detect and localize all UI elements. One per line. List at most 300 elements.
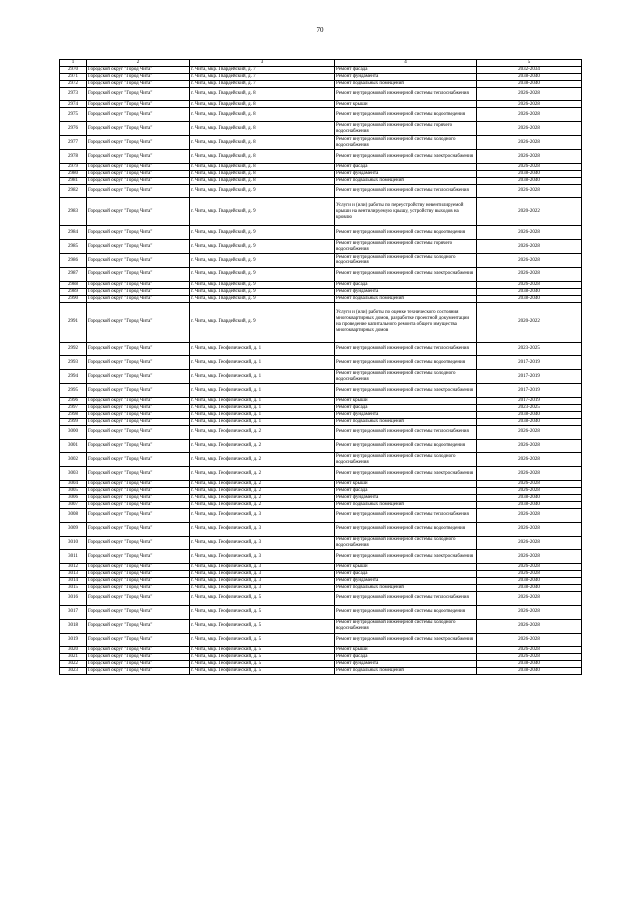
- work-type-cell: Ремонт подвальных помещений: [335, 418, 477, 425]
- work-type-cell: Ремонт внутридомовой инженерной системы водоотведения: [335, 439, 477, 453]
- municipality-cell: Городской округ "Город Чита": [87, 494, 190, 501]
- row-number-cell: 2983: [60, 198, 87, 226]
- municipality-cell: Городской округ "Город Чита": [87, 342, 190, 356]
- work-type-cell: Ремонт фасада: [335, 404, 477, 411]
- row-number-cell: 3023: [60, 668, 87, 675]
- address-cell: г. Чита, мкр. Гвардейский, д. 9: [190, 267, 335, 281]
- table-row: [60, 501, 582, 508]
- municipality-cell: Городской округ "Город Чита": [87, 668, 190, 675]
- municipality-cell: Городской округ "Город Чита": [87, 136, 190, 150]
- municipality-cell: Городской округ "Город Чита": [87, 108, 190, 122]
- row-number-cell: 2970: [60, 66, 87, 73]
- row-number-cell: 3021: [60, 654, 87, 661]
- municipality-cell: Городской округ "Город Чита": [87, 522, 190, 536]
- work-type-cell: Ремонт фундамента: [335, 494, 477, 501]
- row-number-cell: 3010: [60, 536, 87, 550]
- address-cell: г. Чита, мкр. Геофизический, д. 2: [190, 501, 335, 508]
- table-row: [60, 254, 582, 268]
- municipality-cell: Городской округ "Город Чита": [87, 163, 190, 170]
- address-cell: г. Чита, мкр. Геофизический, д. 5: [190, 605, 335, 619]
- period-cell: 2038-2040: [477, 578, 582, 585]
- municipality-cell: Городской округ "Город Чита": [87, 240, 190, 254]
- address-cell: г. Чита, мкр. Гвардейский, д. 9: [190, 302, 335, 342]
- work-type-cell: Ремонт внутридомовой инженерной системы холодного водоснабжения: [335, 136, 477, 150]
- work-type-cell: Ремонт внутридомовой инженерной системы горячего водоснабжения: [335, 240, 477, 254]
- table-row: [60, 661, 582, 668]
- period-cell: 2017-2019: [477, 370, 582, 384]
- row-number-cell: 3012: [60, 564, 87, 571]
- address-cell: г. Чита, мкр. Геофизический, д. 1: [190, 411, 335, 418]
- municipality-cell: Городской округ "Город Чита": [87, 578, 190, 585]
- row-number-cell: 3008: [60, 508, 87, 522]
- table-row: [60, 536, 582, 550]
- table-row: [60, 384, 582, 398]
- work-type-cell: Ремонт внутридомовой инженерной системы холодного водоснабжения: [335, 254, 477, 268]
- municipality-cell: Городской округ "Город Чита": [87, 281, 190, 288]
- row-number-cell: 2989: [60, 288, 87, 295]
- header-cell: 3: [190, 60, 335, 67]
- work-type-cell: Ремонт внутридомовой инженерной системы холодного водоснабжения: [335, 536, 477, 550]
- row-number-cell: 2985: [60, 240, 87, 254]
- municipality-cell: Городской округ "Город Чита": [87, 481, 190, 488]
- address-cell: г. Чита, мкр. Геофизический, д. 5: [190, 591, 335, 605]
- municipality-cell: Городской округ "Город Чита": [87, 150, 190, 164]
- table-row: [60, 467, 582, 481]
- municipality-cell: Городской округ "Город Чита": [87, 571, 190, 578]
- address-cell: г. Чита, мкр. Геофизический, д. 3: [190, 536, 335, 550]
- address-cell: г. Чита, мкр. Геофизический, д. 1: [190, 418, 335, 425]
- period-cell: 2038-2040: [477, 177, 582, 184]
- period-cell: 2026-2028: [477, 226, 582, 240]
- address-cell: г. Чита, мкр. Гвардейский, д. 8: [190, 101, 335, 108]
- work-type-cell: Ремонт внутридомовой инженерной системы теплоснабжения: [335, 342, 477, 356]
- row-number-cell: 2974: [60, 101, 87, 108]
- period-cell: 2038-2040: [477, 170, 582, 177]
- row-number-cell: 3022: [60, 661, 87, 668]
- period-cell: 2038-2040: [477, 661, 582, 668]
- municipality-cell: Городской округ "Город Чита": [87, 288, 190, 295]
- table-row: [60, 184, 582, 198]
- period-cell: 2038-2040: [477, 411, 582, 418]
- header-cell: 5: [477, 60, 582, 67]
- address-cell: г. Чита, мкр. Геофизический, д. 5: [190, 661, 335, 668]
- work-type-cell: Ремонт внутридомовой инженерной системы водоотведения: [335, 108, 477, 122]
- work-type-cell: Ремонт внутридомовой инженерной системы теплоснабжения: [335, 425, 477, 439]
- row-number-cell: 3004: [60, 481, 87, 488]
- municipality-cell: Городской округ "Город Чита": [87, 267, 190, 281]
- period-cell: 2038-2040: [477, 668, 582, 675]
- work-type-cell: Ремонт фундамента: [335, 170, 477, 177]
- address-cell: г. Чита, мкр. Геофизический, д. 3: [190, 522, 335, 536]
- work-type-cell: Ремонт фасада: [335, 488, 477, 495]
- row-number-cell: 2977: [60, 136, 87, 150]
- work-type-cell: Ремонт фундамента: [335, 288, 477, 295]
- period-cell: 2020-2022: [477, 302, 582, 342]
- address-cell: г. Чита, мкр. Геофизический, д. 1: [190, 384, 335, 398]
- table-row: [60, 425, 582, 439]
- municipality-cell: Городской округ "Город Чита": [87, 633, 190, 647]
- row-number-cell: 3011: [60, 550, 87, 564]
- municipality-cell: Городской округ "Город Чита": [87, 184, 190, 198]
- period-cell: 2038-2040: [477, 494, 582, 501]
- table-row: [60, 66, 582, 73]
- table-row: [60, 101, 582, 108]
- period-cell: 2026-2028: [477, 87, 582, 101]
- address-cell: г. Чита, мкр. Геофизический, д. 1: [190, 356, 335, 370]
- row-number-cell: 2981: [60, 177, 87, 184]
- address-cell: г. Чита, мкр. Геофизический, д. 5: [190, 654, 335, 661]
- work-type-cell: Ремонт внутридомовой инженерной системы теплоснабжения: [335, 508, 477, 522]
- period-cell: 2026-2028: [477, 619, 582, 633]
- table-row: [60, 647, 582, 654]
- address-cell: г. Чита, мкр. Геофизический, д. 3: [190, 564, 335, 571]
- table-row: [60, 668, 582, 675]
- period-cell: 2026-2028: [477, 439, 582, 453]
- table-row: [60, 80, 582, 87]
- address-cell: г. Чита, мкр. Гвардейский, д. 9: [190, 281, 335, 288]
- municipality-cell: Городской округ "Город Чита": [87, 453, 190, 467]
- address-cell: г. Чита, мкр. Геофизический, д. 5: [190, 619, 335, 633]
- municipality-cell: Городской округ "Город Чита": [87, 550, 190, 564]
- municipality-cell: Городской округ "Город Чита": [87, 122, 190, 136]
- row-number-cell: 2992: [60, 342, 87, 356]
- municipality-cell: Городской округ "Город Чита": [87, 370, 190, 384]
- work-type-cell: Ремонт подвальных помещений: [335, 80, 477, 87]
- work-type-cell: Ремонт внутридомовой инженерной системы водоотведения: [335, 522, 477, 536]
- row-number-cell: 2979: [60, 163, 87, 170]
- table-row: [60, 605, 582, 619]
- work-type-cell: Ремонт внутридомовой инженерной системы водоотведения: [335, 226, 477, 240]
- work-type-cell: Ремонт крыши: [335, 647, 477, 654]
- row-number-cell: 2978: [60, 150, 87, 164]
- municipality-cell: Городской округ "Город Чита": [87, 661, 190, 668]
- work-type-cell: Ремонт внутридомовой инженерной системы электроснабжения: [335, 467, 477, 481]
- address-cell: г. Чита, мкр. Гвардейский, д. 8: [190, 163, 335, 170]
- period-cell: 2026-2028: [477, 467, 582, 481]
- municipality-cell: Городской округ "Город Чита": [87, 584, 190, 591]
- row-number-cell: 2991: [60, 302, 87, 342]
- row-number-cell: 3001: [60, 439, 87, 453]
- work-type-cell: Ремонт внутридомовой инженерной системы горячего водоснабжения: [335, 122, 477, 136]
- municipality-cell: Городской округ "Город Чита": [87, 425, 190, 439]
- table-row: [60, 633, 582, 647]
- municipality-cell: Городской округ "Город Чита": [87, 418, 190, 425]
- row-number-cell: 2997: [60, 404, 87, 411]
- municipality-cell: Городской округ "Город Чита": [87, 384, 190, 398]
- work-type-cell: Ремонт внутридомовой инженерной системы холодного водоснабжения: [335, 453, 477, 467]
- address-cell: г. Чита, мкр. Гвардейский, д. 8: [190, 150, 335, 164]
- address-cell: г. Чита, мкр. Геофизический, д. 3: [190, 508, 335, 522]
- address-cell: г. Чита, мкр. Геофизический, д. 3: [190, 571, 335, 578]
- address-cell: г. Чита, мкр. Геофизический, д. 2: [190, 425, 335, 439]
- address-cell: г. Чита, мкр. Гвардейский, д. 9: [190, 226, 335, 240]
- row-number-cell: 3007: [60, 501, 87, 508]
- work-type-cell: Ремонт крыши: [335, 101, 477, 108]
- municipality-cell: Городской округ "Город Чита": [87, 508, 190, 522]
- period-cell: 2017-2019: [477, 398, 582, 405]
- row-number-cell: 3006: [60, 494, 87, 501]
- period-cell: 2026-2028: [477, 536, 582, 550]
- row-number-cell: 3015: [60, 584, 87, 591]
- work-type-cell: Ремонт внутридомовой инженерной системы электроснабжения: [335, 150, 477, 164]
- table-row: [60, 398, 582, 405]
- address-cell: г. Чита, мкр. Гвардейский, д. 7: [190, 73, 335, 80]
- header-cell: 2: [87, 60, 190, 67]
- work-type-cell: Ремонт внутридомовой инженерной системы холодного водоснабжения: [335, 619, 477, 633]
- work-type-cell: Ремонт внутридомовой инженерной системы холодного водоснабжения: [335, 370, 477, 384]
- work-type-cell: Ремонт фасада: [335, 654, 477, 661]
- municipality-cell: Городской округ "Город Чита": [87, 177, 190, 184]
- municipality-cell: Городской округ "Город Чита": [87, 404, 190, 411]
- row-number-cell: 2971: [60, 73, 87, 80]
- address-cell: г. Чита, мкр. Гвардейский, д. 9: [190, 240, 335, 254]
- row-number-cell: 2984: [60, 226, 87, 240]
- address-cell: г. Чита, мкр. Геофизический, д. 1: [190, 404, 335, 411]
- table-row: [60, 370, 582, 384]
- period-cell: 2026-2028: [477, 647, 582, 654]
- row-number-cell: 3005: [60, 488, 87, 495]
- address-cell: г. Чита, мкр. Геофизический, д. 2: [190, 467, 335, 481]
- table-row: [60, 108, 582, 122]
- row-number-cell: 3013: [60, 571, 87, 578]
- row-number-cell: 3020: [60, 647, 87, 654]
- repair-schedule-table: [59, 59, 582, 675]
- work-type-cell: Ремонт фасада: [335, 66, 477, 73]
- work-type-cell: Ремонт внутридомовой инженерной системы электроснабжения: [335, 633, 477, 647]
- address-cell: г. Чита, мкр. Геофизический, д. 5: [190, 668, 335, 675]
- period-cell: 2026-2028: [477, 267, 582, 281]
- row-number-cell: 2993: [60, 356, 87, 370]
- table-row: [60, 136, 582, 150]
- row-number-cell: 3009: [60, 522, 87, 536]
- period-cell: 2026-2028: [477, 425, 582, 439]
- period-cell: 2026-2028: [477, 564, 582, 571]
- table-row: [60, 177, 582, 184]
- address-cell: г. Чита, мкр. Геофизический, д. 3: [190, 550, 335, 564]
- table-row: [60, 453, 582, 467]
- address-cell: г. Чита, мкр. Гвардейский, д. 7: [190, 80, 335, 87]
- period-cell: 2026-2028: [477, 184, 582, 198]
- table-row: [60, 122, 582, 136]
- work-type-cell: Ремонт фундамента: [335, 411, 477, 418]
- municipality-cell: Городской округ "Город Чита": [87, 536, 190, 550]
- table-row: [60, 226, 582, 240]
- period-cell: 2026-2028: [477, 591, 582, 605]
- period-cell: 2026-2028: [477, 108, 582, 122]
- address-cell: г. Чита, мкр. Гвардейский, д. 8: [190, 87, 335, 101]
- period-cell: 2026-2028: [477, 163, 582, 170]
- period-cell: 2020-2022: [477, 198, 582, 226]
- address-cell: г. Чита, мкр. Геофизический, д. 1: [190, 398, 335, 405]
- address-cell: г. Чита, мкр. Геофизический, д. 2: [190, 494, 335, 501]
- municipality-cell: Городской округ "Город Чита": [87, 439, 190, 453]
- municipality-cell: Городской округ "Город Чита": [87, 591, 190, 605]
- work-type-cell: Ремонт внутридомовой инженерной системы теплоснабжения: [335, 591, 477, 605]
- table-row: [60, 654, 582, 661]
- work-type-cell: Ремонт внутридомовой инженерной системы теплоснабжения: [335, 87, 477, 101]
- row-number-cell: 2999: [60, 418, 87, 425]
- address-cell: г. Чита, мкр. Гвардейский, д. 8: [190, 122, 335, 136]
- table-row: [60, 508, 582, 522]
- table-row: [60, 564, 582, 571]
- period-cell: 2026-2028: [477, 281, 582, 288]
- period-cell: 2017-2019: [477, 356, 582, 370]
- table-row: [60, 356, 582, 370]
- table-row: [60, 584, 582, 591]
- period-cell: 2026-2028: [477, 136, 582, 150]
- address-cell: г. Чита, мкр. Гвардейский, д. 9: [190, 295, 335, 302]
- row-number-cell: 2975: [60, 108, 87, 122]
- municipality-cell: Городской округ "Город Чита": [87, 467, 190, 481]
- header-cell: 1: [60, 60, 87, 67]
- table-row: [60, 578, 582, 585]
- address-cell: г. Чита, мкр. Геофизический, д. 2: [190, 453, 335, 467]
- table-row: [60, 240, 582, 254]
- period-cell: 2023-2025: [477, 342, 582, 356]
- row-number-cell: 2987: [60, 267, 87, 281]
- table-row: [60, 522, 582, 536]
- period-cell: 2026-2028: [477, 633, 582, 647]
- municipality-cell: Городской округ "Город Чита": [87, 198, 190, 226]
- work-type-cell: Ремонт подвальных помещений: [335, 501, 477, 508]
- table-row: [60, 550, 582, 564]
- work-type-cell: Ремонт подвальных помещений: [335, 295, 477, 302]
- period-cell: 2026-2028: [477, 522, 582, 536]
- address-cell: г. Чита, мкр. Гвардейский, д. 9: [190, 198, 335, 226]
- address-cell: г. Чита, мкр. Гвардейский, д. 8: [190, 136, 335, 150]
- work-type-cell: Ремонт подвальных помещений: [335, 668, 477, 675]
- row-number-cell: 2980: [60, 170, 87, 177]
- work-type-cell: Ремонт подвальных помещений: [335, 584, 477, 591]
- row-number-cell: 3019: [60, 633, 87, 647]
- table-row: [60, 281, 582, 288]
- address-cell: г. Чита, мкр. Гвардейский, д. 7: [190, 66, 335, 73]
- work-type-cell: Ремонт крыши: [335, 481, 477, 488]
- table-row: [60, 619, 582, 633]
- address-cell: г. Чита, мкр. Гвардейский, д. 9: [190, 288, 335, 295]
- municipality-cell: Городской округ "Город Чита": [87, 647, 190, 654]
- table-row: [60, 73, 582, 80]
- work-type-cell: Ремонт фасада: [335, 281, 477, 288]
- table-row: [60, 170, 582, 177]
- work-type-cell: Ремонт внутридомовой инженерной системы электроснабжения: [335, 267, 477, 281]
- work-type-cell: Ремонт фундамента: [335, 73, 477, 80]
- row-number-cell: 2976: [60, 122, 87, 136]
- row-number-cell: 3018: [60, 619, 87, 633]
- table-row: [60, 163, 582, 170]
- municipality-cell: Городской округ "Город Чита": [87, 501, 190, 508]
- table-row: [60, 150, 582, 164]
- period-cell: 2026-2028: [477, 481, 582, 488]
- row-number-cell: 3000: [60, 425, 87, 439]
- period-cell: 2026-2028: [477, 150, 582, 164]
- municipality-cell: Городской округ "Город Чита": [87, 101, 190, 108]
- municipality-cell: Городской округ "Город Чита": [87, 226, 190, 240]
- municipality-cell: Городской округ "Город Чита": [87, 398, 190, 405]
- work-type-cell: Ремонт внутридомовой инженерной системы теплоснабжения: [335, 184, 477, 198]
- period-cell: 2026-2028: [477, 453, 582, 467]
- table-row: [60, 342, 582, 356]
- work-type-cell: Ремонт внутридомовой инженерной системы электроснабжения: [335, 550, 477, 564]
- period-cell: 2038-2040: [477, 295, 582, 302]
- period-cell: 2038-2040: [477, 584, 582, 591]
- address-cell: г. Чита, мкр. Геофизический, д. 5: [190, 647, 335, 654]
- municipality-cell: Городской округ "Город Чита": [87, 254, 190, 268]
- table-row: [60, 267, 582, 281]
- address-cell: г. Чита, мкр. Геофизический, д. 3: [190, 584, 335, 591]
- work-type-cell: Ремонт фундамента: [335, 661, 477, 668]
- row-number-cell: 2990: [60, 295, 87, 302]
- municipality-cell: Городской округ "Город Чита": [87, 87, 190, 101]
- work-type-cell: Ремонт крыши: [335, 398, 477, 405]
- row-number-cell: 2998: [60, 411, 87, 418]
- municipality-cell: Городской округ "Город Чита": [87, 488, 190, 495]
- table-body: [60, 60, 582, 675]
- table-row: [60, 411, 582, 418]
- period-cell: 2038-2040: [477, 418, 582, 425]
- period-cell: 2038-2040: [477, 501, 582, 508]
- period-cell: 2026-2028: [477, 654, 582, 661]
- address-cell: г. Чита, мкр. Гвардейский, д. 8: [190, 108, 335, 122]
- address-cell: г. Чита, мкр. Гвардейский, д. 8: [190, 177, 335, 184]
- table-row: [60, 295, 582, 302]
- work-type-cell: Ремонт фасада: [335, 571, 477, 578]
- work-type-cell: Ремонт фундамента: [335, 578, 477, 585]
- work-type-cell: Услуги и (или) работы по оценке технического состояния многоквартирных домов, разработке проектной документации на проведение капитального ремонта общего имущества многоквартирных домов: [335, 302, 477, 342]
- table-row: [60, 591, 582, 605]
- address-cell: г. Чита, мкр. Геофизический, д. 5: [190, 633, 335, 647]
- address-cell: г. Чита, мкр. Геофизический, д. 1: [190, 370, 335, 384]
- period-cell: 2017-2019: [477, 384, 582, 398]
- table-row: [60, 488, 582, 495]
- row-number-cell: 3003: [60, 467, 87, 481]
- municipality-cell: Городской округ "Город Чита": [87, 170, 190, 177]
- period-cell: 2026-2028: [477, 101, 582, 108]
- municipality-cell: Городской округ "Город Чита": [87, 302, 190, 342]
- work-type-cell: Ремонт фасада: [335, 163, 477, 170]
- table-row: [60, 302, 582, 342]
- row-number-cell: 2982: [60, 184, 87, 198]
- period-cell: 2038-2040: [477, 288, 582, 295]
- row-number-cell: 2973: [60, 87, 87, 101]
- period-cell: 2026-2028: [477, 550, 582, 564]
- row-number-cell: 2988: [60, 281, 87, 288]
- table-row: [60, 571, 582, 578]
- period-cell: 2026-2028: [477, 240, 582, 254]
- address-cell: г. Чита, мкр. Геофизический, д. 2: [190, 488, 335, 495]
- municipality-cell: Городской округ "Город Чита": [87, 564, 190, 571]
- period-cell: 2026-2028: [477, 254, 582, 268]
- period-cell: 2038-2040: [477, 73, 582, 80]
- municipality-cell: Городской округ "Город Чита": [87, 605, 190, 619]
- work-type-cell: Ремонт крыши: [335, 564, 477, 571]
- address-cell: г. Чита, мкр. Гвардейский, д. 8: [190, 170, 335, 177]
- work-type-cell: Ремонт подвальных помещений: [335, 177, 477, 184]
- table-row: [60, 439, 582, 453]
- table-row: [60, 494, 582, 501]
- table-row: [60, 288, 582, 295]
- table-row: [60, 418, 582, 425]
- municipality-cell: Городской округ "Город Чита": [87, 295, 190, 302]
- period-cell: 2038-2040: [477, 80, 582, 87]
- row-number-cell: 3016: [60, 591, 87, 605]
- period-cell: 2023-2025: [477, 404, 582, 411]
- period-cell: 2032-2034: [477, 66, 582, 73]
- row-number-cell: 3002: [60, 453, 87, 467]
- municipality-cell: Городской округ "Город Чита": [87, 80, 190, 87]
- municipality-cell: Городской округ "Город Чита": [87, 619, 190, 633]
- table-header-row: [60, 60, 582, 67]
